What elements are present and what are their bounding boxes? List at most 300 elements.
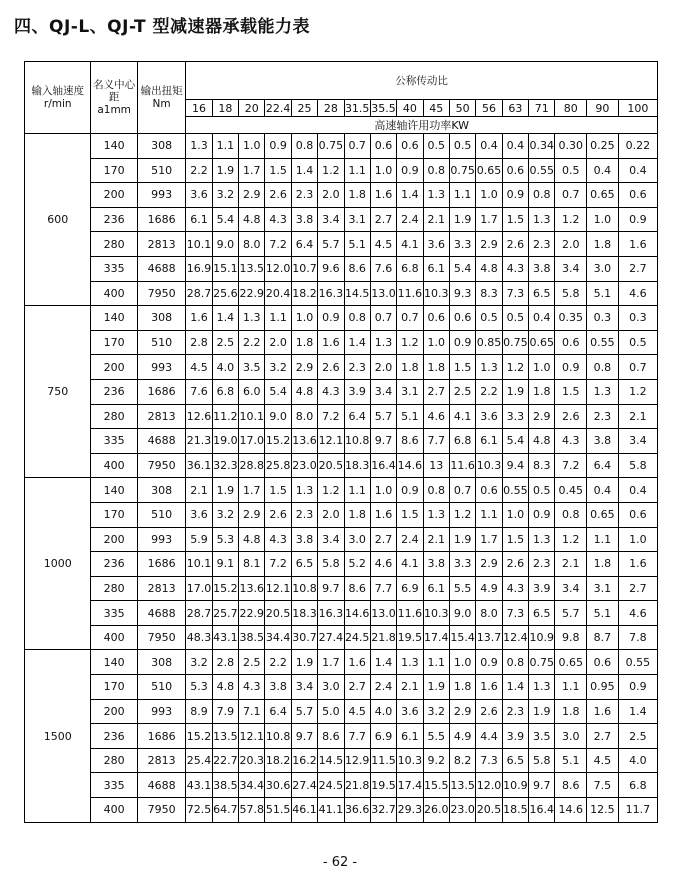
- power-cell: 3.4: [318, 207, 344, 232]
- power-cell: 0.34: [529, 134, 555, 159]
- torque-cell: 308: [137, 306, 186, 331]
- power-cell: 5.4: [212, 207, 238, 232]
- power-cell: 12.4: [502, 625, 528, 650]
- table-row: [25, 330, 658, 355]
- power-cell: 2.5: [239, 650, 265, 675]
- power-cell: 1.9: [529, 699, 555, 724]
- power-cell: 20.5: [265, 601, 291, 626]
- power-cell: 1.0: [239, 134, 265, 159]
- power-cell: 14.6: [555, 798, 587, 823]
- power-cell: 3.9: [529, 576, 555, 601]
- center-distance-cell: 400: [91, 625, 137, 650]
- power-cell: 1.2: [555, 527, 587, 552]
- power-cell: 17.4: [397, 773, 423, 798]
- power-cell: 3.6: [423, 232, 449, 257]
- power-cell: 3.8: [529, 256, 555, 281]
- power-cell: 13.5: [449, 773, 475, 798]
- power-cell: 10.1: [186, 552, 212, 577]
- torque-cell: 510: [137, 502, 186, 527]
- power-cell: 1.6: [318, 330, 344, 355]
- power-cell: 6.1: [423, 576, 449, 601]
- power-cell: 22.9: [239, 281, 265, 306]
- power-cell: 2.3: [502, 699, 528, 724]
- power-cell: 1.3: [370, 330, 396, 355]
- power-cell: 0.7: [555, 183, 587, 208]
- center-distance-cell: 140: [91, 306, 137, 331]
- power-cell: 1.5: [502, 527, 528, 552]
- torque-cell: 2813: [137, 232, 186, 257]
- ratio-cell: 71: [529, 100, 555, 117]
- power-cell: 13.0: [370, 281, 396, 306]
- power-cell: 5.3: [212, 527, 238, 552]
- power-cell: 17.0: [239, 429, 265, 454]
- power-cell: 1.6: [618, 232, 657, 257]
- power-cell: 32.3: [212, 453, 238, 478]
- power-cell: 5.2: [344, 552, 370, 577]
- power-cell: 1.5: [502, 207, 528, 232]
- power-cell: 1.8: [423, 355, 449, 380]
- power-cell: 32.7: [370, 798, 396, 823]
- power-cell: 2.6: [265, 183, 291, 208]
- power-cell: 0.9: [555, 355, 587, 380]
- power-cell: 2.1: [397, 675, 423, 700]
- power-cell: 3.0: [318, 675, 344, 700]
- power-cell: 8.6: [397, 429, 423, 454]
- power-cell: 36.6: [344, 798, 370, 823]
- power-cell: 0.8: [423, 158, 449, 183]
- power-cell: 0.6: [449, 306, 475, 331]
- power-cell: 7.5: [587, 773, 619, 798]
- power-cell: 29.3: [397, 798, 423, 823]
- power-cell: 3.8: [291, 527, 317, 552]
- power-cell: 1.2: [318, 478, 344, 503]
- power-cell: 2.8: [186, 330, 212, 355]
- ratio-cell: 22.4: [265, 101, 291, 115]
- power-cell: 0.35: [555, 306, 587, 331]
- power-cell: 2.0: [318, 502, 344, 527]
- power-cell: 4.9: [449, 724, 475, 749]
- power-cell: 9.8: [555, 625, 587, 650]
- power-cell: 1.1: [449, 183, 475, 208]
- power-cell: 1.5: [555, 379, 587, 404]
- power-cell: 7.7: [423, 429, 449, 454]
- power-cell: 1.8: [529, 379, 555, 404]
- torque-cell: 1686: [137, 207, 186, 232]
- table-row: [25, 355, 658, 380]
- power-cell: 4.3: [555, 429, 587, 454]
- power-cell: 0.7: [618, 355, 657, 380]
- power-cell: 1.8: [587, 552, 619, 577]
- power-cell: 8.2: [449, 748, 475, 773]
- table-row: [25, 699, 658, 724]
- center-distance-cell: 280: [91, 232, 137, 257]
- power-cell: 6.1: [476, 429, 502, 454]
- power-cell: 28.8: [239, 453, 265, 478]
- power-cell: 1.6: [186, 306, 212, 331]
- power-cell: 2.9: [476, 552, 502, 577]
- power-cell: 3.4: [555, 576, 587, 601]
- power-cell: 0.5: [618, 330, 657, 355]
- power-cell: 1.0: [618, 527, 657, 552]
- power-cell: 41.1: [318, 798, 344, 823]
- power-cell: 2.9: [476, 232, 502, 257]
- power-cell: 36.1: [186, 453, 212, 478]
- power-cell: 4.5: [370, 232, 396, 257]
- power-cell: 1.6: [370, 502, 396, 527]
- power-cell: 8.6: [318, 724, 344, 749]
- power-cell: 2.5: [449, 379, 475, 404]
- power-cell: 10.1: [186, 232, 212, 257]
- table-row: [25, 576, 658, 601]
- power-cell: 5.4: [449, 256, 475, 281]
- power-cell: 0.45: [555, 478, 587, 503]
- power-cell: 1.0: [529, 355, 555, 380]
- center-distance-cell: 140: [91, 650, 137, 675]
- power-cell: 14.6: [397, 453, 423, 478]
- power-cell: 23.0: [291, 453, 317, 478]
- power-cell: 4.3: [502, 256, 528, 281]
- power-cell: 13.0: [370, 601, 396, 626]
- power-cell: 0.65: [476, 158, 502, 183]
- power-cell: 11.2: [212, 404, 238, 429]
- table-row: [25, 675, 658, 700]
- torque-cell: 308: [137, 650, 186, 675]
- power-cell: 72.5: [186, 798, 212, 823]
- power-cell: 2.1: [186, 478, 212, 503]
- power-cell: 10.8: [344, 429, 370, 454]
- power-cell: 3.4: [318, 527, 344, 552]
- center-distance-label: 名义中心距: [93, 79, 136, 104]
- power-cell: 24.5: [344, 625, 370, 650]
- power-cell: 7.2: [265, 552, 291, 577]
- power-cell: 0.5: [423, 134, 449, 159]
- power-cell: 46.1: [291, 798, 317, 823]
- power-cell: 1.8: [344, 502, 370, 527]
- power-cell: 0.4: [618, 478, 657, 503]
- power-cell: 9.0: [449, 601, 475, 626]
- power-cell: 14.5: [318, 748, 344, 773]
- power-cell: 6.1: [397, 724, 423, 749]
- power-cell: 3.1: [344, 207, 370, 232]
- power-cell: 13: [423, 453, 449, 478]
- center-distance-cell: 140: [91, 134, 137, 159]
- power-cell: 1.2: [555, 207, 587, 232]
- power-cell: 0.8: [587, 355, 619, 380]
- power-cell: 9.1: [212, 552, 238, 577]
- power-cell: 8.0: [291, 404, 317, 429]
- power-cell: 13.5: [239, 256, 265, 281]
- power-cell: 2.6: [318, 355, 344, 380]
- input-speed-unit: r/min: [43, 97, 72, 110]
- power-cell: 2.3: [291, 183, 317, 208]
- capacity-table: [24, 61, 658, 823]
- power-cell: 0.30: [555, 134, 587, 159]
- power-cell: 3.0: [555, 724, 587, 749]
- power-cell: 5.1: [587, 601, 619, 626]
- power-cell: 1.0: [370, 158, 396, 183]
- power-cell: 6.8: [397, 256, 423, 281]
- center-distance-cell: 200: [91, 699, 137, 724]
- power-cell: 0.7: [397, 306, 423, 331]
- power-cell: 18.3: [291, 601, 317, 626]
- power-cell: 7.7: [370, 576, 396, 601]
- power-cell: 7.1: [239, 699, 265, 724]
- power-cell: 7.3: [502, 281, 528, 306]
- power-cell: 0.22: [618, 134, 657, 159]
- power-cell: 4.9: [476, 576, 502, 601]
- center-distance-cell: 280: [91, 576, 137, 601]
- power-cell: 0.6: [476, 478, 502, 503]
- power-cell: 2.1: [618, 404, 657, 429]
- power-cell: 7.9: [212, 699, 238, 724]
- torque-cell: 993: [137, 355, 186, 380]
- power-cell: 34.4: [265, 625, 291, 650]
- power-cell: 1.3: [397, 650, 423, 675]
- power-cell: 5.5: [449, 576, 475, 601]
- power-cell: 2.7: [370, 207, 396, 232]
- power-cell: 1.3: [529, 675, 555, 700]
- power-cell: 0.9: [618, 675, 657, 700]
- power-cell: 5.8: [318, 552, 344, 577]
- power-cell: 8.6: [344, 576, 370, 601]
- ratio-cell: 63: [502, 100, 528, 117]
- ratio-cell: 35.5: [371, 101, 396, 115]
- power-cell: 1.3: [587, 379, 619, 404]
- power-cell: 1.5: [265, 158, 291, 183]
- power-cell: 0.5: [476, 306, 502, 331]
- power-cell: 4.8: [212, 675, 238, 700]
- power-cell: 0.9: [618, 207, 657, 232]
- ratio-cell: 90: [587, 100, 619, 117]
- input-speed-cell: 1000: [25, 478, 91, 650]
- table-row: [25, 281, 658, 306]
- power-cell: 2.4: [397, 527, 423, 552]
- center-distance-cell: 280: [91, 748, 137, 773]
- power-cell: 1.5: [449, 355, 475, 380]
- power-cell: 2.6: [555, 404, 587, 429]
- power-cell: 1.4: [212, 306, 238, 331]
- center-distance-cell: 200: [91, 355, 137, 380]
- table-row: [25, 379, 658, 404]
- power-cell: 0.9: [318, 306, 344, 331]
- power-cell: 1.4: [291, 158, 317, 183]
- power-cell: 1.0: [476, 183, 502, 208]
- power-cell: 4.1: [397, 232, 423, 257]
- power-cell: 18.3: [344, 453, 370, 478]
- power-cell: 0.55: [618, 650, 657, 675]
- power-cell: 0.6: [397, 134, 423, 159]
- power-cell: 0.5: [555, 158, 587, 183]
- power-cell: 2.0: [265, 330, 291, 355]
- power-cell: 1.1: [555, 675, 587, 700]
- power-cell: 2.0: [555, 232, 587, 257]
- power-cell: 0.7: [344, 134, 370, 159]
- power-cell: 3.4: [618, 429, 657, 454]
- power-cell: 1.0: [502, 502, 528, 527]
- power-cell: 1.0: [370, 478, 396, 503]
- power-cell: 11.6: [449, 453, 475, 478]
- center-distance-cell: 170: [91, 675, 137, 700]
- power-cell: 1.2: [318, 158, 344, 183]
- power-cell: 1.1: [212, 134, 238, 159]
- power-cell: 6.0: [239, 379, 265, 404]
- power-cell: 1.4: [502, 675, 528, 700]
- torque-cell: 510: [137, 158, 186, 183]
- power-cell: 3.1: [587, 576, 619, 601]
- power-cell: 0.5: [502, 306, 528, 331]
- power-cell: 2.2: [265, 650, 291, 675]
- power-cell: 10.7: [291, 256, 317, 281]
- torque-cell: 308: [137, 134, 186, 159]
- power-cell: 2.9: [239, 502, 265, 527]
- table-body: [25, 134, 658, 823]
- center-distance-cell: 170: [91, 502, 137, 527]
- power-cell: 21.3: [186, 429, 212, 454]
- power-cell: 4.8: [239, 527, 265, 552]
- table-row: [25, 183, 658, 208]
- power-cell: 1.1: [344, 158, 370, 183]
- power-cell: 12.0: [476, 773, 502, 798]
- power-cell: 0.65: [529, 330, 555, 355]
- power-cell: 0.75: [529, 650, 555, 675]
- table-row: [25, 429, 658, 454]
- power-cell: 2.5: [212, 330, 238, 355]
- center-distance-cell: 236: [91, 724, 137, 749]
- power-cell: 3.6: [397, 699, 423, 724]
- power-cell: 6.9: [370, 724, 396, 749]
- power-cell: 14.5: [344, 281, 370, 306]
- power-cell: 13.5: [212, 724, 238, 749]
- power-cell: 9.7: [370, 429, 396, 454]
- power-cell: 8.3: [476, 281, 502, 306]
- power-cell: 1.3: [291, 478, 317, 503]
- power-cell: 19.0: [212, 429, 238, 454]
- power-cell: 20.5: [476, 798, 502, 823]
- power-cell: 6.4: [344, 404, 370, 429]
- power-cell: 3.8: [587, 429, 619, 454]
- power-cell: 25.4: [186, 748, 212, 773]
- power-cell: 6.4: [291, 232, 317, 257]
- power-cell: 1.6: [476, 675, 502, 700]
- power-cell: 7.2: [555, 453, 587, 478]
- power-cell: 6.5: [529, 601, 555, 626]
- power-cell: 1.9: [212, 478, 238, 503]
- power-cell: 2.3: [291, 502, 317, 527]
- power-cell: 1.3: [186, 134, 212, 159]
- power-cell: 6.4: [587, 453, 619, 478]
- power-cell: 2.9: [529, 404, 555, 429]
- power-cell: 9.7: [318, 576, 344, 601]
- power-cell: 22.7: [212, 748, 238, 773]
- power-cell: 1.9: [502, 379, 528, 404]
- power-cell: 1.2: [618, 379, 657, 404]
- table-row: [25, 724, 658, 749]
- power-cell: 27.4: [318, 625, 344, 650]
- input-speed-cell: 1500: [25, 650, 91, 822]
- torque-cell: 2813: [137, 404, 186, 429]
- power-cell: 0.55: [587, 330, 619, 355]
- power-cell: 3.6: [186, 502, 212, 527]
- power-label: 高速轴许用功率KW: [186, 117, 658, 134]
- power-cell: 1.2: [397, 330, 423, 355]
- output-torque-unit: Nm: [152, 97, 171, 110]
- center-distance-cell: 335: [91, 256, 137, 281]
- power-cell: 10.3: [397, 748, 423, 773]
- power-cell: 3.3: [502, 404, 528, 429]
- power-cell: 5.7: [555, 601, 587, 626]
- power-cell: 1.3: [529, 207, 555, 232]
- table-row: [25, 232, 658, 257]
- power-cell: 3.1: [397, 379, 423, 404]
- power-cell: 4.6: [618, 281, 657, 306]
- input-speed-label: 输入轴速度: [31, 85, 84, 98]
- nominal-ratio-header: 公称传动比: [186, 62, 658, 100]
- input-speed-cell: 750: [25, 306, 91, 478]
- table-row: [25, 256, 658, 281]
- power-cell: 18.5: [502, 798, 528, 823]
- power-cell: 0.6: [370, 134, 396, 159]
- ratio-cell: 16: [186, 100, 212, 117]
- table-row: [25, 158, 658, 183]
- power-cell: 0.5: [529, 478, 555, 503]
- power-cell: 9.7: [529, 773, 555, 798]
- power-cell: 1.9: [449, 207, 475, 232]
- power-cell: 5.8: [529, 748, 555, 773]
- power-cell: 8.9: [186, 699, 212, 724]
- power-cell: 21.8: [370, 625, 396, 650]
- center-distance-cell: 236: [91, 552, 137, 577]
- power-cell: 1.1: [344, 478, 370, 503]
- power-cell: 2.1: [423, 207, 449, 232]
- power-cell: 5.8: [618, 453, 657, 478]
- power-cell: 0.3: [587, 306, 619, 331]
- table-row: [25, 527, 658, 552]
- power-cell: 0.9: [265, 134, 291, 159]
- power-cell: 1.0: [423, 330, 449, 355]
- power-cell: 8.6: [555, 773, 587, 798]
- power-cell: 10.3: [476, 453, 502, 478]
- power-cell: 6.4: [265, 699, 291, 724]
- power-cell: 30.6: [265, 773, 291, 798]
- torque-cell: 510: [137, 675, 186, 700]
- power-cell: 15.2: [186, 724, 212, 749]
- power-cell: 0.8: [291, 134, 317, 159]
- power-cell: 5.1: [397, 404, 423, 429]
- power-cell: 17.0: [186, 576, 212, 601]
- power-cell: 2.6: [476, 699, 502, 724]
- power-cell: 3.5: [239, 355, 265, 380]
- power-cell: 2.8: [212, 650, 238, 675]
- ratio-cell: 80: [555, 100, 587, 117]
- ratio-cell: 56: [476, 100, 502, 117]
- power-cell: 20.3: [239, 748, 265, 773]
- power-cell: 3.2: [186, 650, 212, 675]
- power-cell: 1.9: [291, 650, 317, 675]
- power-cell: 5.4: [502, 429, 528, 454]
- power-cell: 1.8: [587, 232, 619, 257]
- power-cell: 0.3: [618, 306, 657, 331]
- power-cell: 4.8: [529, 429, 555, 454]
- power-cell: 1.9: [423, 675, 449, 700]
- power-cell: 1.7: [476, 207, 502, 232]
- ratio-cell: 45: [423, 100, 449, 117]
- power-cell: 7.6: [370, 256, 396, 281]
- power-cell: 0.6: [502, 158, 528, 183]
- power-cell: 6.1: [186, 207, 212, 232]
- power-cell: 1.3: [529, 527, 555, 552]
- power-cell: 16.9: [186, 256, 212, 281]
- power-cell: 1.8: [291, 330, 317, 355]
